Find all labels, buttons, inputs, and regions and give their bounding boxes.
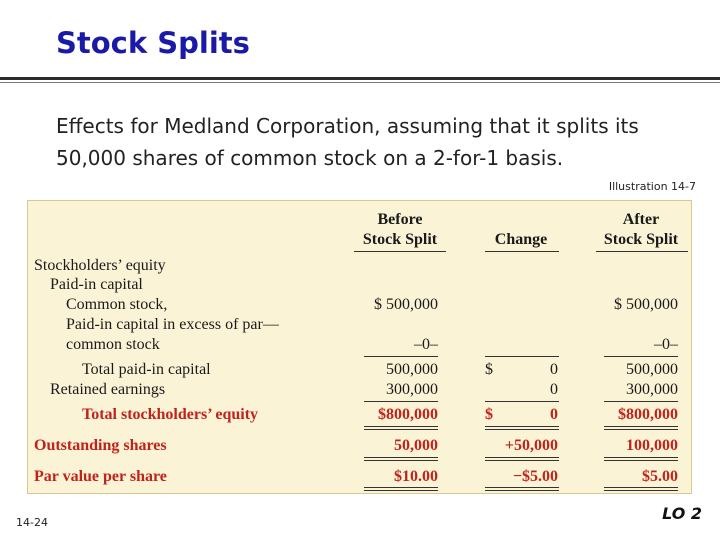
common-stock-before: $ 500,000	[374, 296, 438, 313]
retained-earnings-change: 0	[550, 381, 558, 398]
double-rule-after-1a	[604, 426, 678, 427]
double-rule-change-3b	[485, 490, 559, 491]
illustration-label: Illustration 14-7	[608, 180, 696, 193]
row-label-total-paid-in-capital: Total paid-in capital	[82, 361, 211, 378]
page-number: 14-24	[16, 516, 48, 529]
title-divider	[0, 77, 720, 80]
retained-earnings-after: 300,000	[626, 381, 678, 398]
double-rule-change-2b	[485, 460, 559, 461]
par-value-before: $10.00	[394, 468, 438, 485]
row-label-stockholders-equity: Stockholders’ equity	[34, 257, 166, 274]
header-underline-after	[596, 251, 688, 252]
rule-before-1	[364, 356, 438, 357]
total-pic-before: 500,000	[386, 361, 438, 378]
row-label-pic-excess-2: common stock	[66, 336, 160, 353]
double-rule-change-3a	[485, 487, 559, 488]
rule-change-2	[485, 401, 559, 402]
header-underline-change	[485, 251, 559, 252]
pic-excess-before: –0–	[414, 336, 438, 353]
intro-text: Effects for Medland Corporation, assuming that it splits its 50,000 shares of common stock on a 2-for-1 basis.	[56, 114, 639, 170]
total-se-before: $800,000	[378, 406, 438, 423]
total-se-change: 0	[550, 406, 558, 423]
double-rule-change-2a	[485, 457, 559, 458]
total-se-after: $800,000	[618, 406, 678, 423]
total-pic-after: 500,000	[626, 361, 678, 378]
row-label-pic-excess-1: Paid-in capital in excess of par—	[66, 316, 279, 333]
common-stock-after: $ 500,000	[614, 296, 678, 313]
row-label-paid-in-capital: Paid-in capital	[50, 276, 143, 293]
total-pic-change: 0	[550, 361, 558, 378]
stock-split-table	[27, 200, 692, 494]
header-before-1: Before	[377, 211, 423, 228]
double-rule-before-2b	[364, 460, 438, 461]
outstanding-shares-before: 50,000	[394, 437, 438, 454]
rule-change-1	[485, 356, 559, 357]
header-after-2: Stock Split	[603, 231, 679, 248]
title-divider-thin	[0, 82, 720, 83]
double-rule-after-2a	[604, 457, 678, 458]
pic-excess-after: –0–	[654, 336, 678, 353]
row-label-par-value: Par value per share	[34, 468, 167, 485]
double-rule-after-2b	[604, 460, 678, 461]
par-value-after: $5.00	[642, 468, 678, 485]
header-underline-before	[354, 251, 446, 252]
row-label-outstanding-shares: Outstanding shares	[34, 437, 167, 454]
double-rule-change-1a	[485, 426, 559, 427]
slide-title: Stock Splits	[56, 26, 250, 60]
row-label-common-stock: Common stock,	[66, 296, 168, 313]
total-pic-change-symbol: $	[485, 361, 493, 378]
double-rule-after-3b	[604, 490, 678, 491]
double-rule-before-3a	[364, 487, 438, 488]
par-value-change: −$5.00	[512, 468, 558, 485]
row-label-total-stockholders-equity: Total stockholders’ equity	[82, 406, 259, 423]
double-rule-before-1a	[364, 426, 438, 427]
outstanding-shares-after: 100,000	[626, 437, 678, 454]
retained-earnings-before: 300,000	[386, 381, 438, 398]
learning-objective: LO 2	[662, 504, 702, 523]
header-before-2: Stock Split	[362, 231, 438, 248]
double-rule-before-1b	[364, 429, 438, 430]
double-rule-before-3b	[364, 490, 438, 491]
outstanding-shares-change: +50,000	[504, 437, 558, 454]
header-change: Change	[494, 231, 548, 248]
double-rule-after-1b	[604, 429, 678, 430]
rule-before-2	[364, 401, 438, 402]
header-after-1: After	[622, 211, 660, 228]
rule-after-2	[604, 401, 678, 402]
double-rule-change-1b	[485, 429, 559, 430]
row-label-retained-earnings: Retained earnings	[50, 381, 166, 398]
double-rule-after-3a	[604, 487, 678, 488]
rule-after-1	[604, 356, 678, 357]
total-se-change-symbol: $	[485, 406, 493, 423]
double-rule-before-2a	[364, 457, 438, 458]
